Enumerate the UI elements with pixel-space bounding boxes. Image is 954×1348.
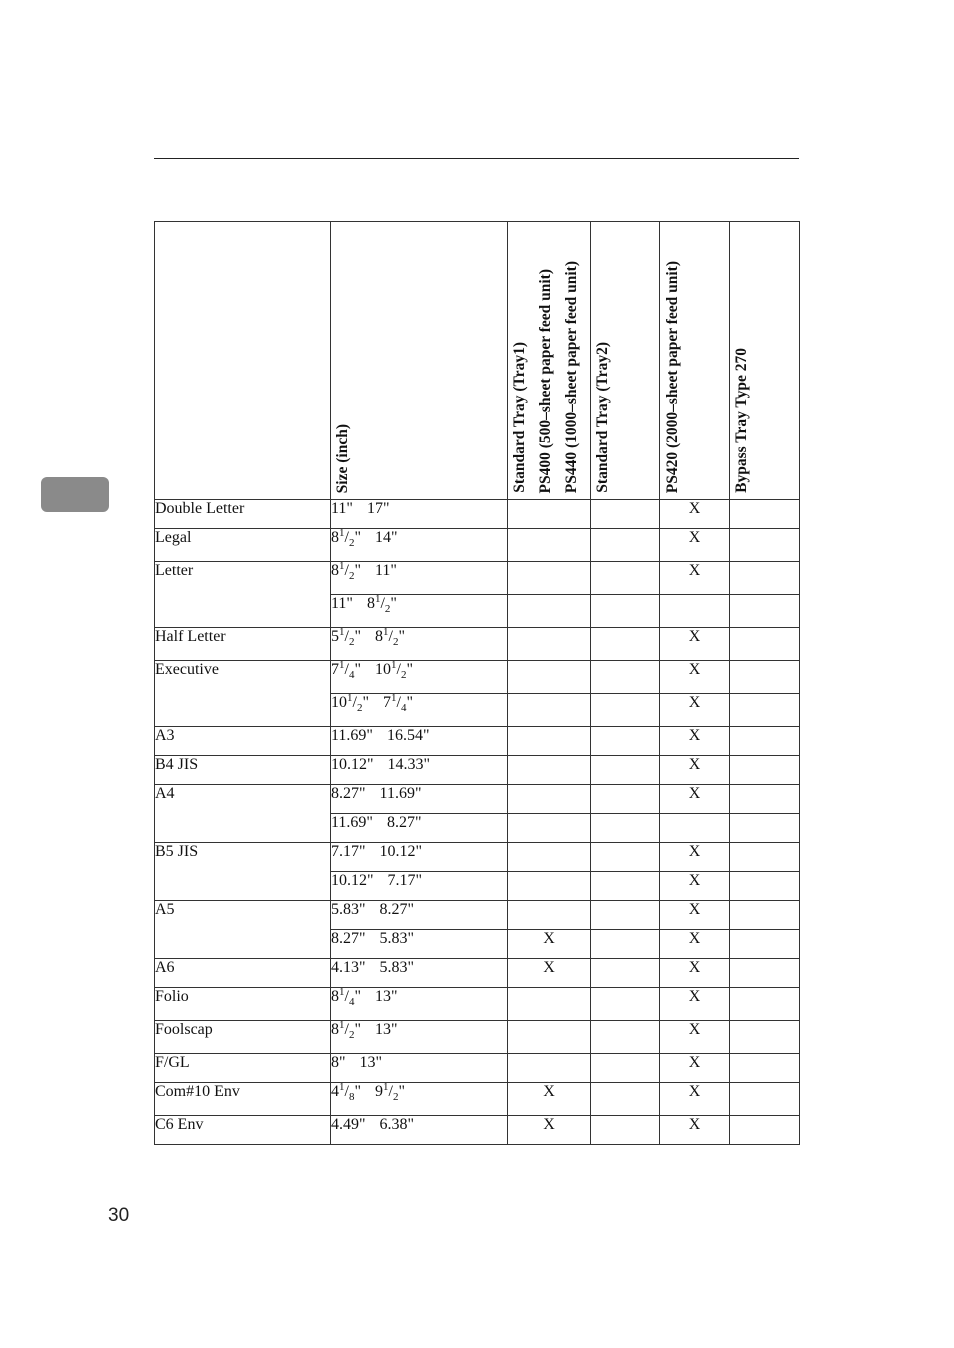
- paper-size: 8.27" 11.69": [331, 785, 508, 814]
- bypass-mark: [730, 872, 800, 901]
- tray2-mark: [591, 562, 660, 595]
- header-ps400-label: PS400 (500–sheet paper feed unit): [537, 268, 554, 493]
- tray1-mark: X: [508, 1116, 591, 1145]
- header-ps420: [660, 222, 730, 500]
- ps420-mark: X: [660, 661, 730, 694]
- paper-name: Half Letter: [155, 628, 331, 661]
- table-row: [155, 843, 800, 872]
- tray2-mark: [591, 872, 660, 901]
- paper-size: $7^1/_4$" $10^1/_2$": [331, 661, 508, 694]
- ps420-mark: X: [660, 628, 730, 661]
- tray2-mark: [591, 1116, 660, 1145]
- tray2-mark: [591, 1021, 660, 1054]
- tray2-mark: [591, 756, 660, 785]
- ps420-mark: X: [660, 1054, 730, 1083]
- tray1-mark: [508, 901, 591, 930]
- table-row: [155, 901, 800, 930]
- tray2-mark: [591, 1054, 660, 1083]
- paper-size: 4.13" 5.83": [331, 959, 508, 988]
- header-size-label: Size (inch): [334, 423, 351, 493]
- paper-size: 11" 17": [331, 500, 508, 529]
- paper-name: Double Letter: [155, 500, 331, 529]
- paper-name: B4 JIS: [155, 756, 331, 785]
- ps420-mark: [660, 595, 730, 628]
- paper-size: 11" $8^1/_2$": [331, 595, 508, 628]
- table-row: [155, 529, 800, 562]
- tray1-mark: [508, 529, 591, 562]
- tray1-mark: X: [508, 930, 591, 959]
- tray1-mark: [508, 872, 591, 901]
- bypass-mark: [730, 814, 800, 843]
- header-tray1: [508, 222, 591, 500]
- tray2-mark: [591, 930, 660, 959]
- table-row: [155, 988, 800, 1021]
- bypass-mark: [730, 529, 800, 562]
- table-row: [155, 1021, 800, 1054]
- paper-name: Executive: [155, 661, 331, 727]
- tray1-mark: [508, 843, 591, 872]
- paper-size: 5.83" 8.27": [331, 901, 508, 930]
- tray2-mark: [591, 785, 660, 814]
- tray2-mark: [591, 727, 660, 756]
- paper-name: Legal: [155, 529, 331, 562]
- ps420-mark: X: [660, 529, 730, 562]
- table-row: [155, 959, 800, 988]
- header-tray2-label: Standard Tray (Tray2): [594, 342, 611, 493]
- tray2-mark: [591, 1083, 660, 1116]
- tray1-mark: X: [508, 1083, 591, 1116]
- bypass-mark: [730, 930, 800, 959]
- table-row: [155, 1116, 800, 1145]
- paper-size: $5^1/_2$" $8^1/_2$": [331, 628, 508, 661]
- paper-size: 10.12" 14.33": [331, 756, 508, 785]
- paper-size: 10.12" 7.17": [331, 872, 508, 901]
- ps420-mark: X: [660, 930, 730, 959]
- tray1-mark: [508, 694, 591, 727]
- ps420-mark: X: [660, 785, 730, 814]
- paper-name: Letter: [155, 562, 331, 628]
- paper-name: A4: [155, 785, 331, 843]
- header-tray1-label: Standard Tray (Tray1): [511, 342, 528, 493]
- paper-name: A5: [155, 901, 331, 959]
- paper-name: B5 JIS: [155, 843, 331, 901]
- bypass-mark: [730, 1083, 800, 1116]
- tray2-mark: [591, 959, 660, 988]
- tray1-mark: [508, 500, 591, 529]
- header-rule: [154, 158, 799, 159]
- ps420-mark: X: [660, 1116, 730, 1145]
- paper-size-table: [154, 221, 800, 1145]
- paper-name: Foolscap: [155, 1021, 331, 1054]
- bypass-mark: [730, 959, 800, 988]
- table-row: [155, 1083, 800, 1116]
- paper-name: Com#10 Env: [155, 1083, 331, 1116]
- ps420-mark: X: [660, 500, 730, 529]
- paper-size: 11.69" 8.27": [331, 814, 508, 843]
- header-ps420-label: PS420 (2000–sheet paper feed unit): [664, 260, 681, 493]
- paper-size: 11.69" 16.54": [331, 727, 508, 756]
- tray1-mark: [508, 1054, 591, 1083]
- tray2-mark: [591, 814, 660, 843]
- table-row: [155, 1054, 800, 1083]
- ps420-mark: X: [660, 727, 730, 756]
- ps420-mark: X: [660, 988, 730, 1021]
- tray2-mark: [591, 988, 660, 1021]
- table-header-row: [155, 222, 800, 500]
- ps420-mark: X: [660, 562, 730, 595]
- ps420-mark: X: [660, 901, 730, 930]
- header-tray2: [591, 222, 660, 500]
- table-row: [155, 785, 800, 814]
- bypass-mark: [730, 595, 800, 628]
- paper-size: 8.27" 5.83": [331, 930, 508, 959]
- bypass-mark: [730, 1054, 800, 1083]
- tray1-mark: [508, 814, 591, 843]
- paper-name: F/GL: [155, 1054, 331, 1083]
- bypass-mark: [730, 562, 800, 595]
- tray1-mark: [508, 661, 591, 694]
- paper-size: $8^1/_2$" 13": [331, 1021, 508, 1054]
- header-size: [331, 222, 508, 500]
- bypass-mark: [730, 785, 800, 814]
- header-ps440-label: PS440 (1000–sheet paper feed unit): [563, 260, 580, 493]
- bypass-mark: [730, 628, 800, 661]
- tray1-mark: X: [508, 959, 591, 988]
- paper-size: $8^1/_4$" 13": [331, 988, 508, 1021]
- ps420-mark: X: [660, 843, 730, 872]
- bypass-mark: [730, 727, 800, 756]
- tray1-mark: [508, 562, 591, 595]
- table-row: [155, 562, 800, 595]
- bypass-mark: [730, 843, 800, 872]
- page-number: 30: [108, 1205, 130, 1226]
- paper-size: $4^1/_8$" $9^1/_2$": [331, 1083, 508, 1116]
- tray2-mark: [591, 694, 660, 727]
- ps420-mark: X: [660, 959, 730, 988]
- ps420-mark: X: [660, 1083, 730, 1116]
- tray2-mark: [591, 843, 660, 872]
- tray1-mark: [508, 727, 591, 756]
- paper-size: 7.17" 10.12": [331, 843, 508, 872]
- table-row: [155, 661, 800, 694]
- ps420-mark: X: [660, 694, 730, 727]
- ps420-mark: [660, 814, 730, 843]
- tray2-mark: [591, 595, 660, 628]
- ps420-mark: X: [660, 872, 730, 901]
- bypass-mark: [730, 901, 800, 930]
- table-row: [155, 500, 800, 529]
- bypass-mark: [730, 1021, 800, 1054]
- ps420-mark: X: [660, 756, 730, 785]
- tray2-mark: [591, 628, 660, 661]
- header-bypass: [730, 222, 800, 500]
- paper-size: $8^1/_2$" 11": [331, 562, 508, 595]
- tray1-mark: [508, 756, 591, 785]
- ps420-mark: X: [660, 1021, 730, 1054]
- header-bypass-label: Bypass Tray Type 270: [733, 348, 750, 493]
- bypass-mark: [730, 661, 800, 694]
- bypass-mark: [730, 988, 800, 1021]
- tray1-mark: [508, 785, 591, 814]
- paper-size: $10^1/_2$" $7^1/_4$": [331, 694, 508, 727]
- tray1-mark: [508, 628, 591, 661]
- tray1-mark: [508, 595, 591, 628]
- paper-size: $8^1/_2$" 14": [331, 529, 508, 562]
- header-paper-type: [155, 222, 331, 500]
- bypass-mark: [730, 694, 800, 727]
- paper-size: 4.49" 6.38": [331, 1116, 508, 1145]
- table-row: [155, 756, 800, 785]
- tray2-mark: [591, 661, 660, 694]
- tray2-mark: [591, 529, 660, 562]
- chapter-tab: [41, 477, 109, 512]
- bypass-mark: [730, 756, 800, 785]
- tray2-mark: [591, 901, 660, 930]
- paper-name: Folio: [155, 988, 331, 1021]
- table-row: [155, 727, 800, 756]
- paper-name: C6 Env: [155, 1116, 331, 1145]
- bypass-mark: [730, 500, 800, 529]
- tray1-mark: [508, 1021, 591, 1054]
- paper-name: A6: [155, 959, 331, 988]
- tray2-mark: [591, 500, 660, 529]
- paper-name: A3: [155, 727, 331, 756]
- paper-size: 8" 13": [331, 1054, 508, 1083]
- tray1-mark: [508, 988, 591, 1021]
- table-row: [155, 628, 800, 661]
- bypass-mark: [730, 1116, 800, 1145]
